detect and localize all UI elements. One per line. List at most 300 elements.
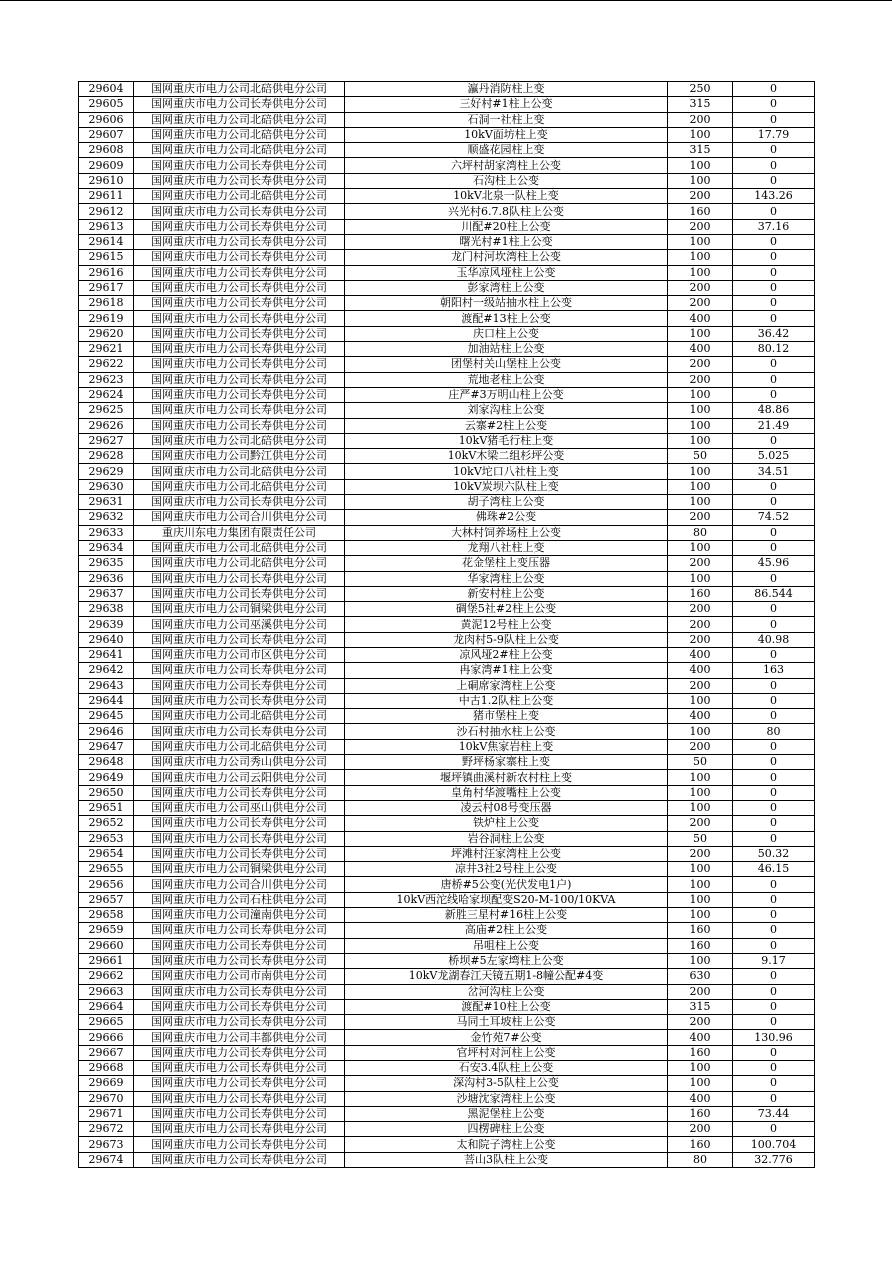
cell-location: 加油站柱上公变 xyxy=(345,342,668,357)
cell-value: 0 xyxy=(733,280,815,295)
cell-capacity: 100 xyxy=(668,403,733,418)
cell-location: 石沟柱上公变 xyxy=(345,173,668,188)
cell-company: 国网重庆市电力公司长寿供电分公司 xyxy=(134,678,345,693)
cell-value: 0 xyxy=(733,82,815,97)
cell-value: 0 xyxy=(733,525,815,540)
cell-value: 0 xyxy=(733,1122,815,1137)
table-row xyxy=(79,556,815,571)
cell-id: 29653 xyxy=(79,831,134,846)
cell-company: 国网重庆市电力公司长寿供电分公司 xyxy=(134,571,345,586)
cell-capacity: 160 xyxy=(668,586,733,601)
cell-company: 国网重庆市电力公司长寿供电分公司 xyxy=(134,1061,345,1076)
cell-value: 0 xyxy=(733,908,815,923)
cell-capacity: 100 xyxy=(668,908,733,923)
cell-id: 29610 xyxy=(79,173,134,188)
table-row xyxy=(79,632,815,647)
cell-location: 凌云村08号变压器 xyxy=(345,800,668,815)
cell-location: 坪滩村汪家湾柱上公变 xyxy=(345,846,668,861)
cell-company: 国网重庆市电力公司北碚供电分公司 xyxy=(134,82,345,97)
cell-company: 国网重庆市电力公司长寿供电分公司 xyxy=(134,693,345,708)
cell-value: 74.52 xyxy=(733,510,815,525)
table-row xyxy=(79,189,815,204)
cell-location: 六坪村胡家湾柱上公变 xyxy=(345,158,668,173)
cell-id: 29650 xyxy=(79,785,134,800)
cell-company: 国网重庆市电力公司长寿供电分公司 xyxy=(134,387,345,402)
table-row xyxy=(79,296,815,311)
cell-location: 野坪杨家寨柱上变 xyxy=(345,755,668,770)
cell-capacity: 200 xyxy=(668,112,733,127)
cell-capacity: 100 xyxy=(668,479,733,494)
cell-location: 团堡村关山堡柱上公变 xyxy=(345,357,668,372)
cell-company: 国网重庆市电力公司巫溪供电分公司 xyxy=(134,617,345,632)
cell-id: 29646 xyxy=(79,724,134,739)
cell-capacity: 100 xyxy=(668,785,733,800)
cell-location: 四楞碑柱上公变 xyxy=(345,1122,668,1137)
cell-company: 国网重庆市电力公司长寿供电分公司 xyxy=(134,296,345,311)
cell-company: 国网重庆市电力公司长寿供电分公司 xyxy=(134,724,345,739)
cell-id: 29632 xyxy=(79,510,134,525)
table-row xyxy=(79,816,815,831)
cell-company: 国网重庆市电力公司北碚供电分公司 xyxy=(134,464,345,479)
cell-location: 10kV龙湖春江天镜五期1-8幢公配#4变 xyxy=(345,969,668,984)
cell-id: 29672 xyxy=(79,1122,134,1137)
cell-capacity: 100 xyxy=(668,250,733,265)
table-row xyxy=(79,678,815,693)
table-row xyxy=(79,862,815,877)
cell-company: 国网重庆市电力公司长寿供电分公司 xyxy=(134,1122,345,1137)
cell-capacity: 200 xyxy=(668,816,733,831)
cell-value: 37.16 xyxy=(733,219,815,234)
cell-capacity: 100 xyxy=(668,724,733,739)
cell-id: 29609 xyxy=(79,158,134,173)
cell-capacity: 315 xyxy=(668,97,733,112)
cell-location: 10kV西沱线哈家坝配变S20-M-100/10KVA xyxy=(345,892,668,907)
table-row xyxy=(79,433,815,448)
cell-company: 国网重庆市电力公司合川供电分公司 xyxy=(134,510,345,525)
cell-company: 国网重庆市电力公司秀山供电分公司 xyxy=(134,755,345,770)
cell-id: 29624 xyxy=(79,387,134,402)
cell-value: 0 xyxy=(733,938,815,953)
cell-id: 29616 xyxy=(79,265,134,280)
cell-location: 吊咀柱上公变 xyxy=(345,938,668,953)
cell-id: 29660 xyxy=(79,938,134,953)
cell-company: 国网重庆市电力公司北碚供电分公司 xyxy=(134,189,345,204)
cell-id: 29622 xyxy=(79,357,134,372)
cell-value: 0 xyxy=(733,387,815,402)
cell-value: 0 xyxy=(733,1061,815,1076)
cell-company: 国网重庆市电力公司长寿供电分公司 xyxy=(134,846,345,861)
cell-location: 太和院子湾柱上公变 xyxy=(345,1137,668,1152)
cell-id: 29636 xyxy=(79,571,134,586)
cell-location: 10kV面坊柱上变 xyxy=(345,127,668,142)
cell-company: 国网重庆市电力公司北碚供电分公司 xyxy=(134,540,345,555)
cell-id: 29657 xyxy=(79,892,134,907)
cell-id: 29612 xyxy=(79,204,134,219)
table-row xyxy=(79,709,815,724)
table-row xyxy=(79,1137,815,1152)
cell-capacity: 400 xyxy=(668,342,733,357)
cell-company: 国网重庆市电力公司北碚供电分公司 xyxy=(134,709,345,724)
cell-capacity: 100 xyxy=(668,418,733,433)
table-row xyxy=(79,495,815,510)
cell-id: 29662 xyxy=(79,969,134,984)
cell-id: 29670 xyxy=(79,1091,134,1106)
cell-company: 国网重庆市电力公司北碚供电分公司 xyxy=(134,433,345,448)
table-row xyxy=(79,647,815,662)
cell-capacity: 100 xyxy=(668,800,733,815)
table-row xyxy=(79,739,815,754)
cell-value: 0 xyxy=(733,831,815,846)
cell-location: 中古1.2队柱上公变 xyxy=(345,693,668,708)
table-row xyxy=(79,357,815,372)
cell-value: 17.79 xyxy=(733,127,815,142)
cell-location: 黄泥12号柱上公变 xyxy=(345,617,668,632)
cell-id: 29606 xyxy=(79,112,134,127)
cell-capacity: 100 xyxy=(668,387,733,402)
cell-value: 0 xyxy=(733,647,815,662)
cell-location: 石洞一社柱上变 xyxy=(345,112,668,127)
cell-location: 庆口柱上公变 xyxy=(345,326,668,341)
cell-id: 29625 xyxy=(79,403,134,418)
cell-company: 国网重庆市电力公司长寿供电分公司 xyxy=(134,923,345,938)
cell-value: 0 xyxy=(733,296,815,311)
cell-company: 重庆川东电力集团有限责任公司 xyxy=(134,525,345,540)
cell-location: 黑泥堡柱上公变 xyxy=(345,1106,668,1121)
cell-company: 国网重庆市电力公司长寿供电分公司 xyxy=(134,663,345,678)
table-row xyxy=(79,387,815,402)
cell-capacity: 200 xyxy=(668,357,733,372)
cell-value: 100.704 xyxy=(733,1137,815,1152)
cell-company: 国网重庆市电力公司长寿供电分公司 xyxy=(134,418,345,433)
cell-capacity: 200 xyxy=(668,617,733,632)
cell-company: 国网重庆市电力公司长寿供电分公司 xyxy=(134,586,345,601)
cell-id: 29613 xyxy=(79,219,134,234)
cell-company: 国网重庆市电力公司黔江供电分公司 xyxy=(134,449,345,464)
cell-location: 10kV坨口八社柱上变 xyxy=(345,464,668,479)
table-row xyxy=(79,586,815,601)
cell-capacity: 400 xyxy=(668,663,733,678)
cell-value: 0 xyxy=(733,173,815,188)
table-row xyxy=(79,219,815,234)
cell-id: 29614 xyxy=(79,234,134,249)
table-row xyxy=(79,173,815,188)
cell-company: 国网重庆市电力公司长寿供电分公司 xyxy=(134,1137,345,1152)
cell-id: 29642 xyxy=(79,663,134,678)
cell-capacity: 200 xyxy=(668,1122,733,1137)
cell-location: 10kV焦家岩柱上变 xyxy=(345,739,668,754)
cell-value: 0 xyxy=(733,1045,815,1060)
table-row xyxy=(79,800,815,815)
cell-location: 堰坪镇曲溪村新农村柱上变 xyxy=(345,770,668,785)
cell-value: 45.96 xyxy=(733,556,815,571)
cell-location: 凉井3社2号柱上公变 xyxy=(345,862,668,877)
cell-capacity: 200 xyxy=(668,556,733,571)
cell-capacity: 100 xyxy=(668,693,733,708)
cell-value: 0 xyxy=(733,709,815,724)
cell-company: 国网重庆市电力公司长寿供电分公司 xyxy=(134,1076,345,1091)
cell-location: 沙石村抽水柱上公变 xyxy=(345,724,668,739)
cell-value: 36.42 xyxy=(733,326,815,341)
cell-company: 国网重庆市电力公司长寿供电分公司 xyxy=(134,403,345,418)
cell-company: 国网重庆市电力公司长寿供电分公司 xyxy=(134,326,345,341)
cell-value: 143.26 xyxy=(733,189,815,204)
table-row xyxy=(79,143,815,158)
cell-company: 国网重庆市电力公司长寿供电分公司 xyxy=(134,158,345,173)
cell-location: 菩山3队柱上公变 xyxy=(345,1152,668,1167)
cell-id: 29607 xyxy=(79,127,134,142)
cell-capacity: 100 xyxy=(668,540,733,555)
table-row xyxy=(79,1106,815,1121)
table-row xyxy=(79,449,815,464)
cell-value: 40.98 xyxy=(733,632,815,647)
cell-id: 29639 xyxy=(79,617,134,632)
cell-value: 0 xyxy=(733,816,815,831)
cell-location: 新胜三星村#16柱上公变 xyxy=(345,908,668,923)
cell-capacity: 100 xyxy=(668,173,733,188)
cell-capacity: 315 xyxy=(668,143,733,158)
cell-location: 深沟村3-5队柱上公变 xyxy=(345,1076,668,1091)
table-row xyxy=(79,97,815,112)
cell-company: 国网重庆市电力公司长寿供电分公司 xyxy=(134,1045,345,1060)
cell-capacity: 200 xyxy=(668,739,733,754)
cell-company: 国网重庆市电力公司长寿供电分公司 xyxy=(134,372,345,387)
transformer-table xyxy=(78,81,815,1168)
table-row xyxy=(79,923,815,938)
cell-location: 铁炉柱上公变 xyxy=(345,816,668,831)
cell-value: 73.44 xyxy=(733,1106,815,1121)
table-row xyxy=(79,663,815,678)
cell-location: 曙光村#1柱上公变 xyxy=(345,234,668,249)
table-row xyxy=(79,908,815,923)
table-row xyxy=(79,127,815,142)
table-row xyxy=(79,525,815,540)
cell-id: 29615 xyxy=(79,250,134,265)
cell-capacity: 200 xyxy=(668,372,733,387)
cell-location: 三好村#1柱上公变 xyxy=(345,97,668,112)
cell-location: 龙门村河坎湾柱上公变 xyxy=(345,250,668,265)
cell-id: 29658 xyxy=(79,908,134,923)
cell-value: 0 xyxy=(733,158,815,173)
cell-company: 国网重庆市电力公司铜梁供电分公司 xyxy=(134,602,345,617)
cell-location: 渡配#13柱上公变 xyxy=(345,311,668,326)
cell-location: 猪市堡柱上变 xyxy=(345,709,668,724)
cell-id: 29655 xyxy=(79,862,134,877)
cell-value: 48.86 xyxy=(733,403,815,418)
table-body xyxy=(79,82,815,1168)
cell-capacity: 200 xyxy=(668,1015,733,1030)
cell-company: 国网重庆市电力公司长寿供电分公司 xyxy=(134,999,345,1014)
table-row xyxy=(79,510,815,525)
cell-capacity: 100 xyxy=(668,265,733,280)
cell-company: 国网重庆市电力公司长寿供电分公司 xyxy=(134,342,345,357)
cell-value: 0 xyxy=(733,984,815,999)
cell-capacity: 200 xyxy=(668,189,733,204)
cell-value: 0 xyxy=(733,999,815,1014)
cell-capacity: 100 xyxy=(668,464,733,479)
cell-company: 国网重庆市电力公司长寿供电分公司 xyxy=(134,1091,345,1106)
page-top-border xyxy=(0,0,892,1)
table-row xyxy=(79,82,815,97)
table-row xyxy=(79,234,815,249)
cell-capacity: 100 xyxy=(668,953,733,968)
cell-capacity: 400 xyxy=(668,1030,733,1045)
table-row xyxy=(79,112,815,127)
cell-capacity: 100 xyxy=(668,571,733,586)
cell-value: 0 xyxy=(733,785,815,800)
cell-company: 国网重庆市电力公司长寿供电分公司 xyxy=(134,311,345,326)
table-row xyxy=(79,724,815,739)
cell-capacity: 50 xyxy=(668,831,733,846)
cell-capacity: 200 xyxy=(668,219,733,234)
cell-id: 29659 xyxy=(79,923,134,938)
cell-location: 大林村饲养场柱上公变 xyxy=(345,525,668,540)
cell-capacity: 100 xyxy=(668,326,733,341)
cell-value: 0 xyxy=(733,800,815,815)
cell-company: 国网重庆市电力公司长寿供电分公司 xyxy=(134,1106,345,1121)
cell-id: 29647 xyxy=(79,739,134,754)
cell-location: 岔河沟柱上公变 xyxy=(345,984,668,999)
cell-id: 29630 xyxy=(79,479,134,494)
cell-id: 29631 xyxy=(79,495,134,510)
cell-capacity: 80 xyxy=(668,1152,733,1167)
cell-value: 0 xyxy=(733,204,815,219)
cell-location: 荒地老柱上公变 xyxy=(345,372,668,387)
table-row xyxy=(79,969,815,984)
cell-company: 国网重庆市电力公司铜梁供电分公司 xyxy=(134,862,345,877)
cell-value: 0 xyxy=(733,97,815,112)
cell-location: 兴光村6.7.8队柱上公变 xyxy=(345,204,668,219)
table-row xyxy=(79,372,815,387)
cell-capacity: 400 xyxy=(668,311,733,326)
table-row xyxy=(79,540,815,555)
cell-capacity: 160 xyxy=(668,938,733,953)
cell-capacity: 200 xyxy=(668,984,733,999)
cell-capacity: 100 xyxy=(668,1076,733,1091)
table-row xyxy=(79,1030,815,1045)
cell-value: 0 xyxy=(733,479,815,494)
table-row xyxy=(79,403,815,418)
table-row xyxy=(79,999,815,1014)
cell-value: 0 xyxy=(733,923,815,938)
cell-company: 国网重庆市电力公司北碚供电分公司 xyxy=(134,739,345,754)
cell-company: 国网重庆市电力公司北碚供电分公司 xyxy=(134,143,345,158)
cell-company: 国网重庆市电力公司长寿供电分公司 xyxy=(134,984,345,999)
cell-id: 29664 xyxy=(79,999,134,1014)
cell-capacity: 100 xyxy=(668,1061,733,1076)
cell-id: 29644 xyxy=(79,693,134,708)
cell-location: 新安村柱上公变 xyxy=(345,586,668,601)
cell-company: 国网重庆市电力公司长寿供电分公司 xyxy=(134,173,345,188)
cell-location: 花金堡柱上变压器 xyxy=(345,556,668,571)
table-row xyxy=(79,1061,815,1076)
cell-capacity: 100 xyxy=(668,892,733,907)
cell-id: 29652 xyxy=(79,816,134,831)
cell-capacity: 160 xyxy=(668,204,733,219)
cell-location: 龙肉村5-9队柱上公变 xyxy=(345,632,668,647)
cell-capacity: 200 xyxy=(668,678,733,693)
cell-id: 29618 xyxy=(79,296,134,311)
cell-location: 胡子湾柱上公变 xyxy=(345,495,668,510)
table-row xyxy=(79,280,815,295)
cell-value: 0 xyxy=(733,495,815,510)
cell-company: 国网重庆市电力公司长寿供电分公司 xyxy=(134,204,345,219)
table-row xyxy=(79,342,815,357)
cell-value: 0 xyxy=(733,755,815,770)
cell-value: 0 xyxy=(733,1015,815,1030)
cell-id: 29663 xyxy=(79,984,134,999)
cell-company: 国网重庆市电力公司长寿供电分公司 xyxy=(134,234,345,249)
cell-value: 9.17 xyxy=(733,953,815,968)
cell-id: 29648 xyxy=(79,755,134,770)
cell-id: 29637 xyxy=(79,586,134,601)
table-row xyxy=(79,1122,815,1137)
cell-id: 29661 xyxy=(79,953,134,968)
cell-value: 0 xyxy=(733,311,815,326)
cell-id: 29629 xyxy=(79,464,134,479)
cell-value: 0 xyxy=(733,143,815,158)
cell-capacity: 50 xyxy=(668,755,733,770)
table-row xyxy=(79,892,815,907)
table-row xyxy=(79,265,815,280)
cell-id: 29671 xyxy=(79,1106,134,1121)
cell-company: 国网重庆市电力公司北碚供电分公司 xyxy=(134,556,345,571)
cell-value: 0 xyxy=(733,372,815,387)
cell-capacity: 100 xyxy=(668,495,733,510)
cell-company: 国网重庆市电力公司长寿供电分公司 xyxy=(134,219,345,234)
table-row xyxy=(79,602,815,617)
cell-value: 0 xyxy=(733,1076,815,1091)
cell-capacity: 630 xyxy=(668,969,733,984)
cell-value: 0 xyxy=(733,1091,815,1106)
cell-id: 29651 xyxy=(79,800,134,815)
cell-value: 0 xyxy=(733,602,815,617)
table-row xyxy=(79,770,815,785)
cell-company: 国网重庆市电力公司长寿供电分公司 xyxy=(134,632,345,647)
table-row xyxy=(79,984,815,999)
cell-company: 国网重庆市电力公司长寿供电分公司 xyxy=(134,250,345,265)
cell-location: 玉华凉风垭柱上公变 xyxy=(345,265,668,280)
cell-id: 29627 xyxy=(79,433,134,448)
cell-id: 29608 xyxy=(79,143,134,158)
cell-company: 国网重庆市电力公司长寿供电分公司 xyxy=(134,816,345,831)
cell-id: 29617 xyxy=(79,280,134,295)
cell-capacity: 200 xyxy=(668,296,733,311)
cell-location: 碉堡5社#2柱上公变 xyxy=(345,602,668,617)
cell-location: 唐桥#5公变(光伏发电1户) xyxy=(345,877,668,892)
cell-location: 彭家湾柱上公变 xyxy=(345,280,668,295)
table-row xyxy=(79,831,815,846)
cell-value: 0 xyxy=(733,678,815,693)
table-row xyxy=(79,204,815,219)
cell-location: 凉风垭2#柱上公变 xyxy=(345,647,668,662)
cell-value: 0 xyxy=(733,892,815,907)
cell-id: 29666 xyxy=(79,1030,134,1045)
cell-value: 46.15 xyxy=(733,862,815,877)
cell-location: 渡配#10柱上公变 xyxy=(345,999,668,1014)
cell-capacity: 400 xyxy=(668,647,733,662)
cell-location: 顺盛花园柱上变 xyxy=(345,143,668,158)
cell-company: 国网重庆市电力公司长寿供电分公司 xyxy=(134,357,345,372)
cell-location: 刘家沟柱上公变 xyxy=(345,403,668,418)
table-row xyxy=(79,755,815,770)
cell-location: 马同土耳坡柱上公变 xyxy=(345,1015,668,1030)
table-row xyxy=(79,418,815,433)
cell-location: 官坪村对河柱上公变 xyxy=(345,1045,668,1060)
table-row xyxy=(79,785,815,800)
cell-id: 29635 xyxy=(79,556,134,571)
cell-id: 29619 xyxy=(79,311,134,326)
cell-company: 国网重庆市电力公司长寿供电分公司 xyxy=(134,280,345,295)
